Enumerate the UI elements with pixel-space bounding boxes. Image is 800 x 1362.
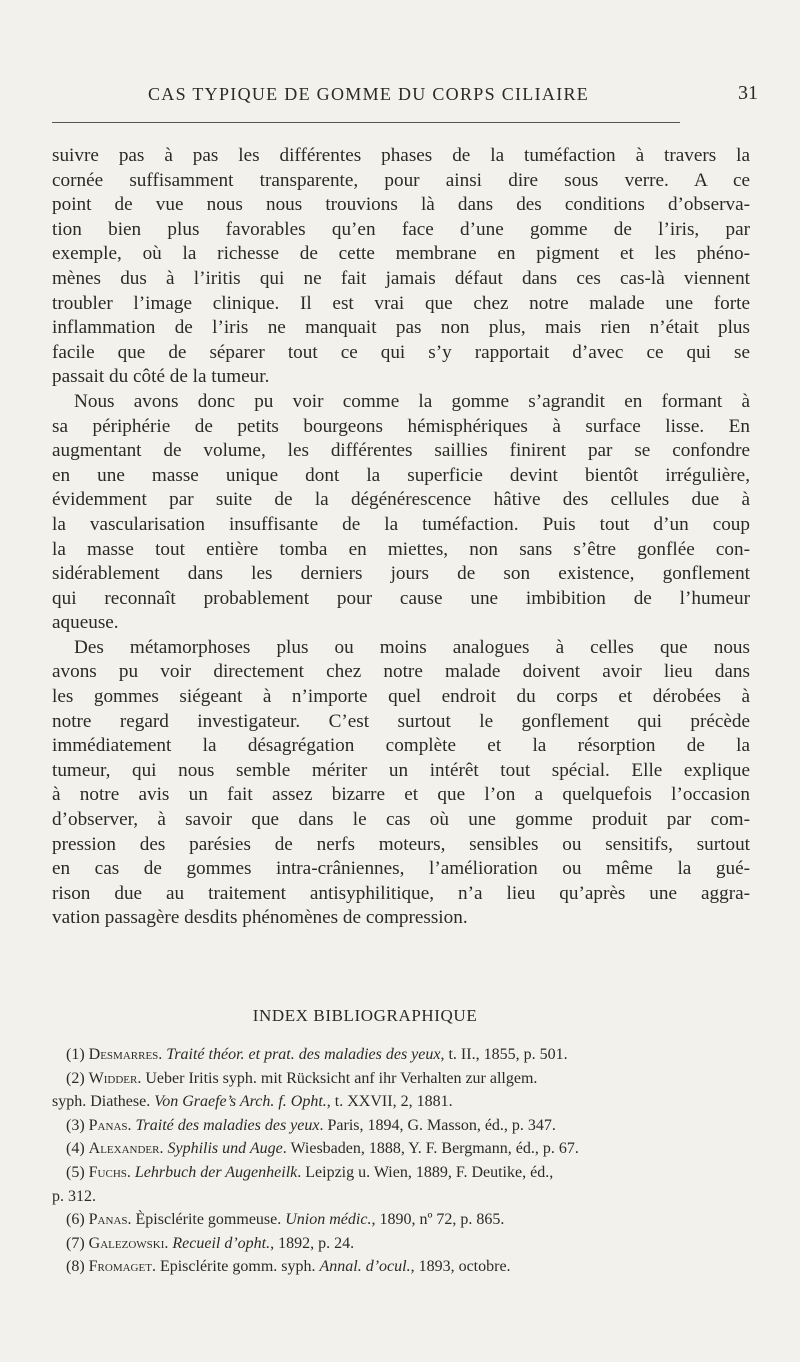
citation-text: (8) [66,1258,89,1276]
body-text [52,144,750,931]
citation-text: . Paris, 1894, G. Masson, éd., p. 347. [319,1116,556,1134]
bibliography-line [52,1114,748,1138]
paragraph-2-line: aqueuse. [52,612,119,634]
work-title: Traité des maladies des yeux [135,1116,320,1134]
paragraph-2-line: en une masse unique dont la superficie devint bientôt irrégulière, [52,464,750,486]
paragraph-2-line: évidemment par suite de la dégénérescence hâtive des cellules due à [52,489,750,511]
citation-text: (5) [66,1163,89,1181]
paragraph-3-line: d’observer, à savoir que dans le cas où une gomme produit par com- [52,809,750,831]
citation-text: , t. II., 1855, p. 501. [440,1046,568,1063]
paragraph-1-line: facile que de séparer tout ce qui s’y rapportait d’avec ce qui se [52,341,750,363]
citation-text: (7) [66,1234,89,1252]
paragraph-3-line: pression des parésies de nerfs moteurs, sensibles ou sensitifs, surtout [52,833,750,855]
citation-text: , 1892, p. 24. [270,1234,355,1252]
paragraph-2-line: augmentant de volume, les différentes saillies finirent par se confondre [52,440,750,462]
paragraph-1-line: exemple, où la richesse de cette membrane en pigment et les phéno- [52,243,750,265]
bibliography-line [52,1232,748,1256]
paragraph-3-line: avons pu voir directement chez notre malade doivent avoir lieu dans [52,661,750,683]
paragraph-3-line: à notre avis un fait assez bizarre et que l’on a quelquefois l’occasion [52,784,750,806]
paragraph-3-line: vation passagère desdits phénomènes de compression. [52,907,468,929]
citation-text: . Episclérite gomm. syph. [151,1258,320,1276]
paragraph-3-line: tumeur, qui nous semble mériter un intérêt tout spécial. Elle explique [52,759,750,781]
citation-text: , 1893, octobre. [410,1258,511,1276]
citation-text: . Wiesbaden, 1888, Y. F. Bergmann, éd., p. 67. [282,1140,579,1158]
paragraph-1-line: point de vue nous nous trouvions là dans des conditions d’observa- [52,194,750,216]
paragraph-1-line: cornée suffisamment transparente, pour ainsi dire sous verre. A ce [52,169,750,191]
paragraph-1-line: passait du côté de la tumeur. [52,366,270,388]
paragraph-3-line: immédiatement la désagrégation complète et la résorption de la [52,735,750,757]
author-name: Panas [88,1116,128,1134]
citation-text: . [164,1234,173,1252]
citation-text: syph. Diathese. [52,1093,155,1111]
citation-text: . [126,1163,135,1181]
citation-text: . Leipzig u. Wien, 1889, F. Deutike, éd., [297,1163,554,1181]
citation-text: . [127,1116,136,1134]
author-name: Fromaget [88,1258,152,1276]
paragraph-1-line: troubler l’image clinique. Il est vrai que chez notre malade une forte [52,292,750,314]
index-title: INDEX BIBLIOGRAPHIQUE [252,1006,478,1025]
citation-text: , t. XXVII, 2, 1881. [326,1093,453,1111]
citation-text: . Èpisclérite gommeuse. [127,1211,286,1229]
citation-text: (1) [66,1046,89,1063]
citation-text: (4) [66,1140,89,1158]
paragraph-2-line: sidérablement dans les derniers jours de son existence, gonflement [52,563,750,585]
paragraph-1-line: inflammation de l’iris ne manquait pas non plus, mais rien n’était plus [52,317,750,339]
work-title: Annal. d’ocul. [319,1258,411,1276]
author-name: Fuchs [88,1163,127,1181]
citation-text: p. 312. [52,1187,96,1205]
citation-text: . [159,1140,168,1158]
paragraph-1-line: mènes dus à l’iritis qui ne fait jamais défaut dans ces cas-là viennent [52,267,750,289]
paragraph-1-line: suivre pas à pas les différentes phases de la tuméfaction à travers la [52,145,750,166]
citation-text: , 1890, nº 72, p. 865. [371,1211,505,1229]
bibliography-line [52,1208,748,1232]
citation-text: (3) [66,1116,89,1134]
paragraph-2-line: qui reconnaît probablement pour cause une imbibition de l’humeur [52,587,750,609]
author-name: Galezowski [88,1234,165,1252]
bibliography-line [52,1090,748,1114]
work-title: Von Graefe’s Arch. f. Opht. [154,1093,327,1111]
paragraph-3-line: Des métamorphoses plus ou moins analogues à celles que nous [74,636,750,658]
bibliography-line [52,1185,748,1209]
work-title: Recueil d’opht. [172,1234,271,1252]
citation-text: . [158,1046,167,1063]
citation-text: (2) [66,1069,89,1087]
work-title: Syphilis und Auge [167,1140,283,1158]
page-number: 31 [738,82,758,104]
bibliography-line [52,1255,748,1279]
header-rule [52,122,680,123]
bibliography-line [52,1043,748,1067]
paragraph-3-line: rison due au traitement antisyphilitique, n’a lieu qu’après une aggra- [52,882,750,904]
bibliography-line [52,1161,748,1185]
paragraph-2-line: sa périphérie de petits bourgeons hémisphériques à surface lisse. En [52,415,750,437]
running-title: CAS TYPIQUE DE GOMME DU CORPS CILIAIRE [148,84,590,104]
paragraph-2-line: la vascularisation insuffisante de la tuméfaction. Puis tout d’un coup [52,513,750,535]
work-title: Lehrbuch der Augenheilk [134,1163,298,1181]
bibliography-line [52,1137,748,1161]
paragraph-1-line: tion bien plus favorables qu’en face d’une gomme de l’iris, par [52,218,750,240]
bibliography-line [52,1067,748,1091]
paragraph-3-line: en cas de gommes intra-crâniennes, l’amélioration ou même la gué- [52,858,750,880]
bibliography [52,1043,748,1279]
author-name: Widder [88,1069,138,1087]
work-title: Union médic. [285,1211,372,1229]
citation-text: (6) [66,1211,89,1229]
paragraph-2-line: Nous avons donc pu voir comme la gomme s’agrandit en formant à [74,390,750,412]
work-title: Traité théor. et prat. des maladies des yeux [166,1046,441,1063]
paragraph-3-line: notre regard investigateur. C’est surtout le gonflement qui précède [52,710,750,732]
author-name: Alexander [88,1140,160,1158]
citation-text: . Ueber Iritis syph. mit Rücksicht anf ihr Verhalten zur allgem. [137,1069,538,1087]
author-name: Panas [88,1211,128,1229]
paragraph-2-line: la masse tout entière tomba en miettes, non sans s’être gonflée con- [52,538,750,560]
author-name: Desmarres [88,1046,159,1063]
paragraph-3-line: les gommes siégeant à n’importe quel endroit du corps et dérobées à [52,686,750,708]
